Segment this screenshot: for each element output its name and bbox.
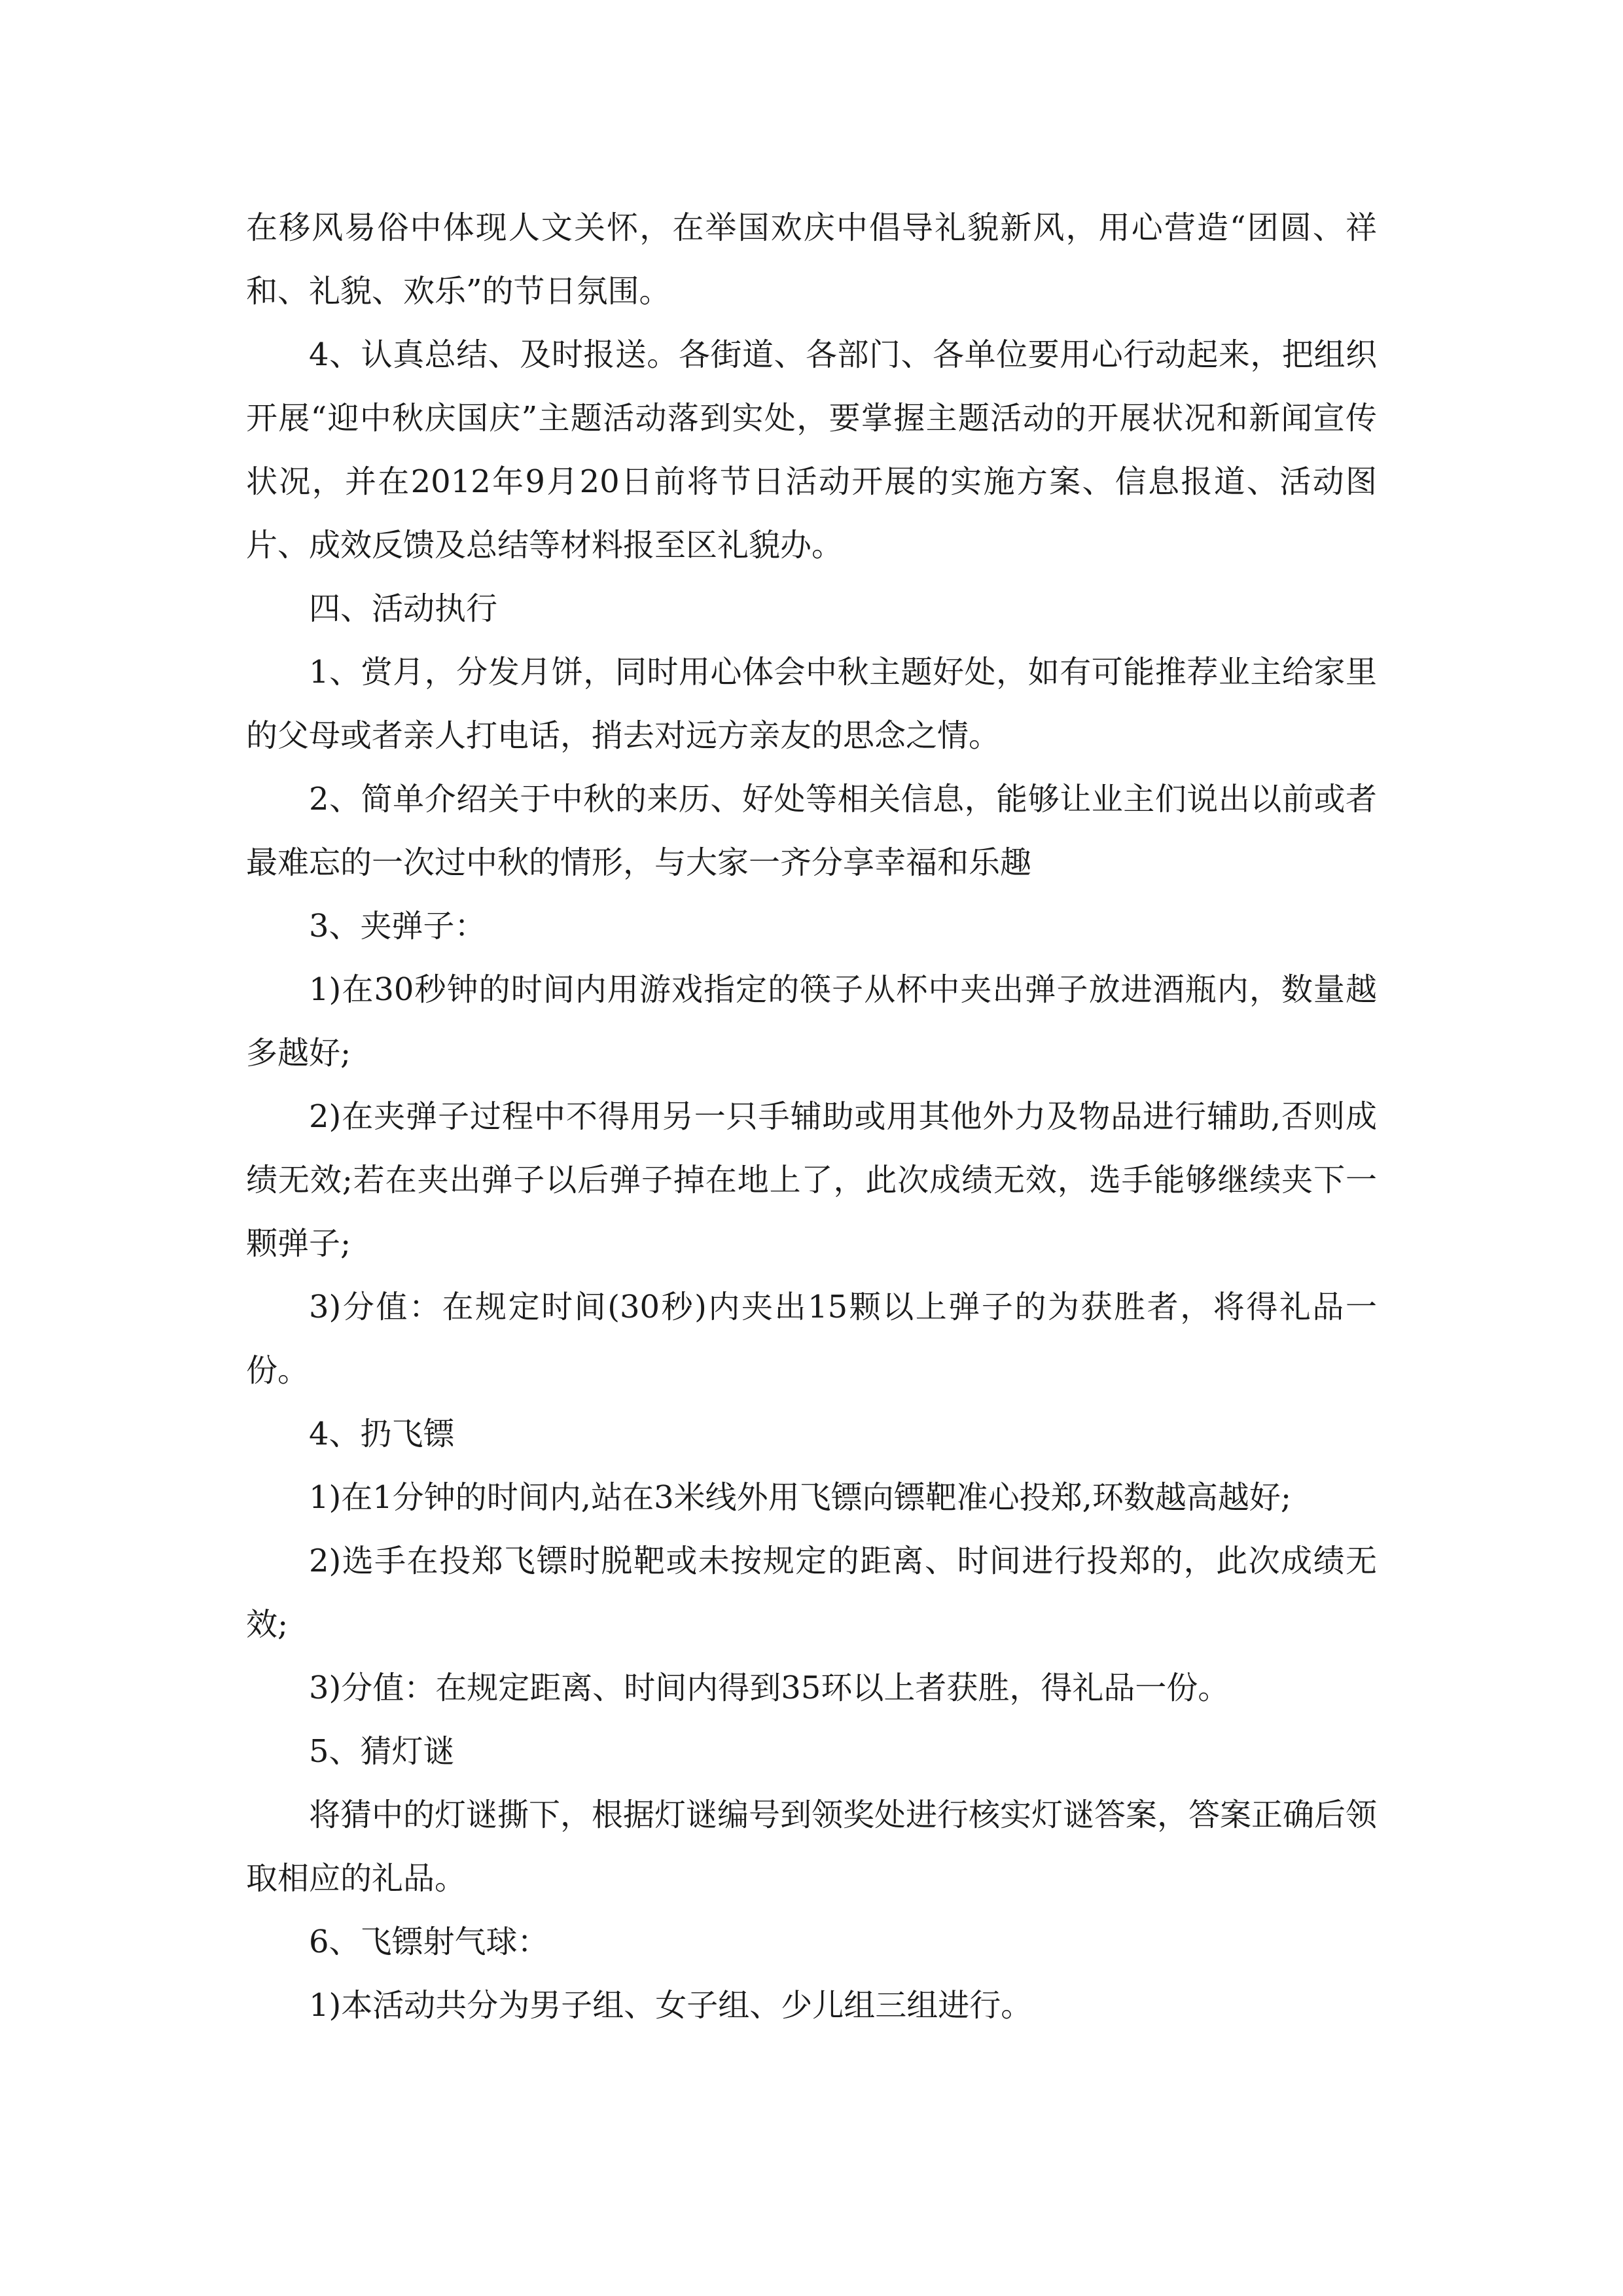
item-heading-lantern-riddles: 5、猜灯谜 <box>309 1733 455 1770</box>
paragraph-2: 4、认真总结、及时报送。各街道、各部门、各单位要用心行动起来，把组织开展“迎中秋庆国庆”主题活动落到实处，要掌握主题活动的开展状况和新闻宣传状况，并在2012年9月20日前将节日活动开展的实施方案、信息报道、活动图片、成效反馈及总结等材料报至区礼貌办。 <box>246 336 1377 564</box>
item-heading-marble-pick: 3、夹弹子： <box>309 908 486 944</box>
dart-balloons-rule-1: 1)本活动共分为男子组、女子组、少儿组三组进行。 <box>309 1987 1033 2024</box>
darts-rule-2: 2)选手在投郑飞镖时脱靶或未按规定的距离、时间进行投郑的，此次成绩无效; <box>246 1543 1377 1643</box>
darts-rule-1: 1)在1分钟的时间内,站在3米线外用飞镖向镖靶准心投郑,环数越高越好; <box>309 1479 1292 1516</box>
item-heading-darts: 4、扔飞镖 <box>309 1416 455 1452</box>
marble-rule-2: 2)在夹弹子过程中不得用另一只手辅助或用其他外力及物品进行辅助,否则成绩无效;若在夹出弹子以后弹子掉在地上了，此次成绩无效，选手能够继续夹下一颗弹子; <box>246 1098 1377 1262</box>
item-heading-dart-balloons: 6、飞镖射气球： <box>309 1924 549 1960</box>
lantern-riddles-rule: 将猜中的灯谜撕下，根据灯谜编号到领奖处进行核实灯谜答案，答案正确后领取相应的礼品。 <box>246 1797 1378 1897</box>
marble-rule-1: 1)在30秒钟的时间内用游戏指定的筷子从杯中夹出弹子放进酒瓶内，数量越多越好; <box>246 971 1377 1071</box>
paragraph-1: 在移风易俗中体现人文关怀，在举国欢庆中倡导礼貌新风，用心营造“团圆、祥和、礼貌、欢乐”的节日氛围。 <box>246 209 1377 310</box>
paragraph-mid-autumn-intro: 2、简单介绍关于中秋的来历、好处等相关信息，能够让业主们说出以前或者最难忘的一次过中秋的情形，与大家一齐分享幸福和乐趣 <box>246 781 1377 881</box>
paragraph-moon-viewing: 1、赏月，分发月饼，同时用心体会中秋主题好处，如有可能推荐业主给家里的父母或者亲人打电话，捎去对远方亲友的思念之情。 <box>246 654 1377 754</box>
section-heading-activity-execution: 四、活动执行 <box>309 590 498 627</box>
document-body <box>246 196 1377 2037</box>
marble-rule-3: 3)分值：在规定时间(30秒)内夹出15颗以上弹子的为获胜者，将得礼品一份。 <box>246 1289 1377 1389</box>
darts-rule-3: 3)分值：在规定距离、时间内得到35环以上者获胜，得礼品一份。 <box>309 1670 1230 1706</box>
